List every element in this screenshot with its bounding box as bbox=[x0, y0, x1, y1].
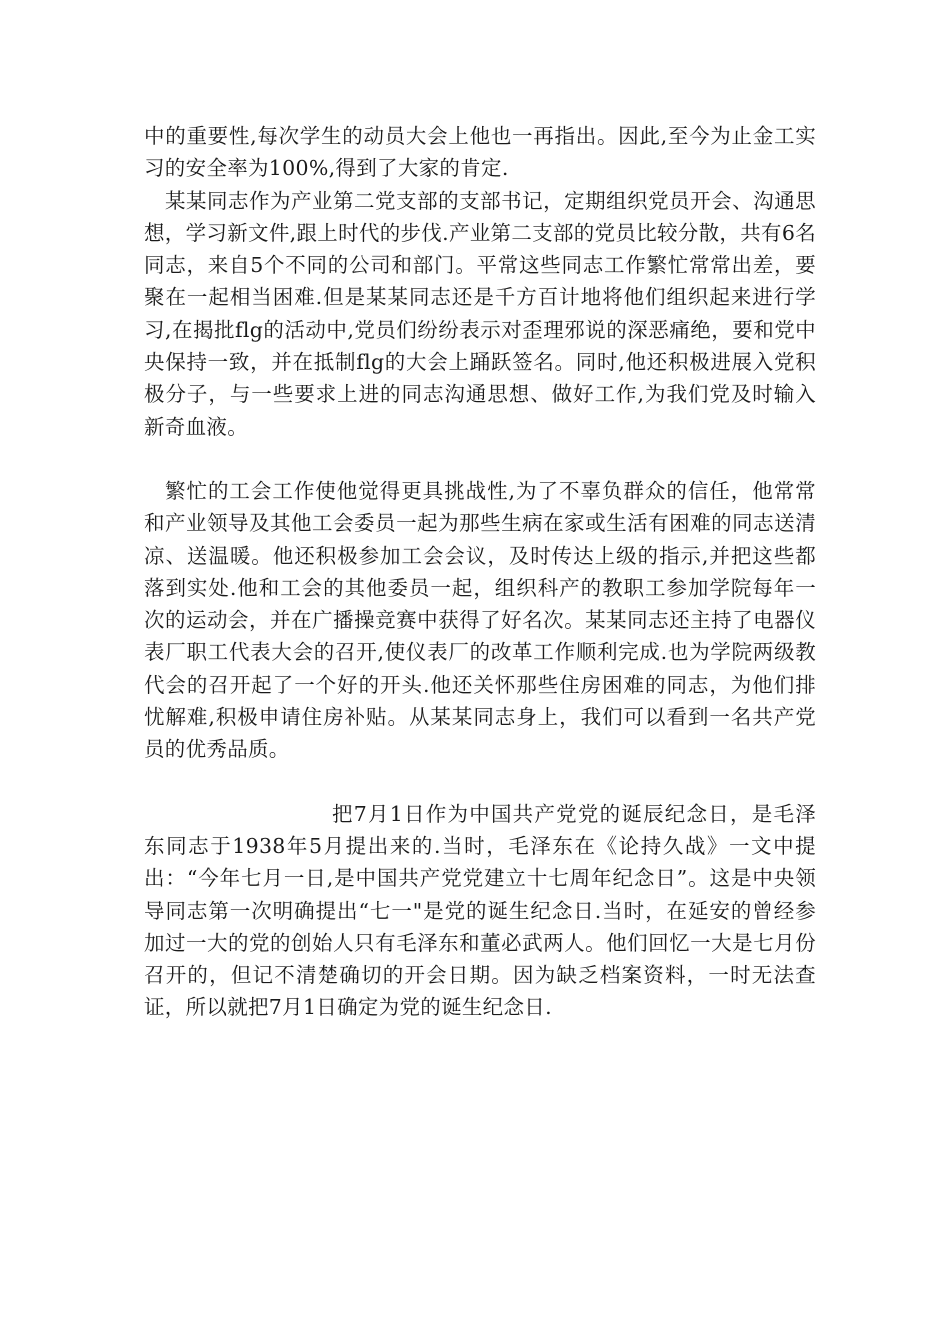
paragraph-2: 某某同志作为产业第二党支部的支部书记，定期组织党员开会、沟通思想，学习新文件,跟上时代的步伐.产业第二支部的党员比较分散，共有6名同志，来自5个不同的公司和部门。平常这些同志工作繁忙常常出差，要聚在一起相当困难.但是某某同志还是千方百计地将他们组织起来进行学习,在揭批flg的活动中,党员们纷纷表示对歪理邪说的深恶痛绝，要和党中央保持一致，并在抵制flg的大会上踊跃签名。同时,他还积极进展入党积极分子，与一些要求上进的同志沟通思想、做好工作,为我们党及时输入新奇血液。 bbox=[144, 188, 816, 439]
paragraph-1: 中的重要性,每次学生的动员大会上他也一再指出。因此,至今为止金工实习的安全率为100%,得到了大家的肯定. bbox=[144, 124, 816, 181]
document-body bbox=[144, 120, 816, 1024]
paragraph-spacer bbox=[144, 766, 816, 798]
paragraph-spacer bbox=[144, 443, 816, 475]
paragraph-3: 繁忙的工会工作使他觉得更具挑战性,为了不辜负群众的信任，他常常和产业领导及其他工会委员一起为那些生病在家或生活有困难的同志送清凉、送温暖。他还积极参加工会会议，及时传达上级的指示,并把这些都落到实处.他和工会的其他委员一起，组织科产的教职工参加学院每年一次的运动会，并在广播操竞赛中获得了好名次。某某同志还主持了电器仪表厂职工代表大会的召开,使仪表厂的改革工作顺利完成.也为学院两级教代会的召开起了一个好的开头.他还关怀那些住房困难的同志，为他们排忧解难,积极申请住房补贴。从某某同志身上，我们可以看到一名共产党员的优秀品质。 bbox=[144, 478, 816, 762]
paragraph-4: 把7月1日作为中国共产党党的诞辰纪念日，是毛泽东同志于1938年5月提出来的.当时，毛泽东在《论持久战》一文中提出：“今年七月一日,是中国共产党党建立十七周年纪念日”。这是中央领导同志第一次明确提出“七一"是党的诞生纪念日.当时，在延安的曾经参加过一大的党的创始人只有毛泽东和董必武两人。他们回忆一大是七月份召开的，但记不清楚确切的开会日期。因为缺乏档案资料，一时无法查证，所以就把7月1日确定为党的诞生纪念日. bbox=[144, 801, 816, 1020]
